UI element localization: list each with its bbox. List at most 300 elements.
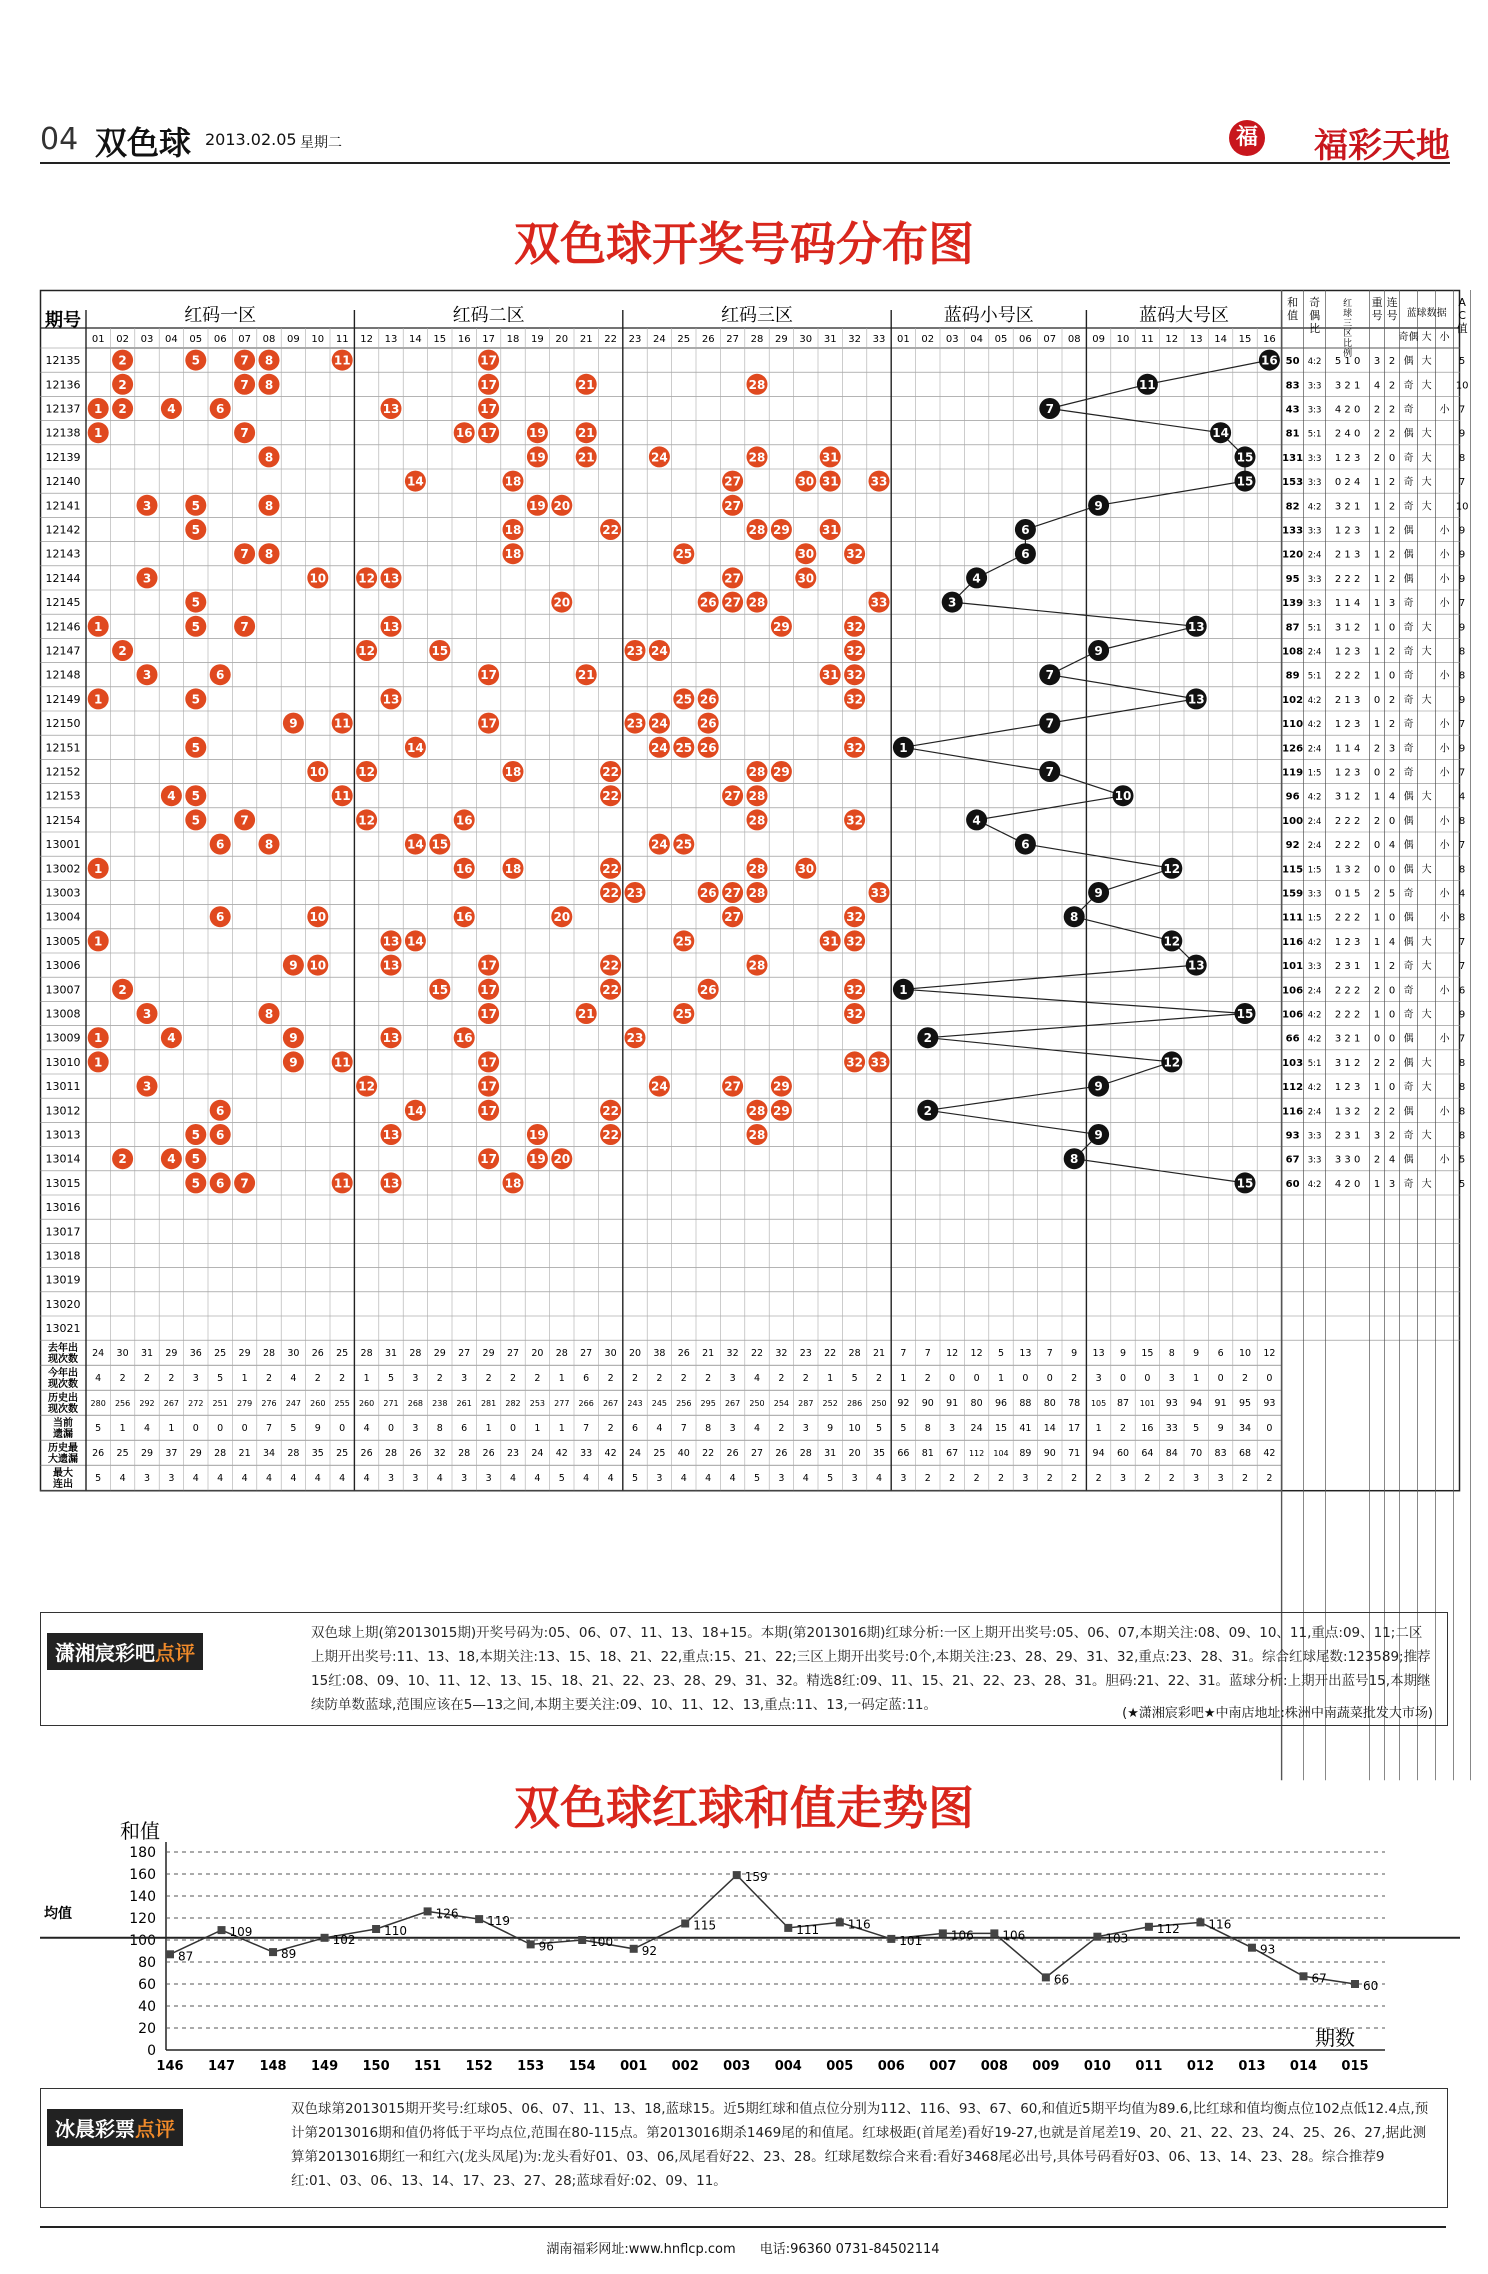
footer-value: 3	[461, 1473, 468, 1485]
red-ball-number: 32	[846, 547, 863, 562]
blue-ball-number: 9	[1094, 1128, 1103, 1142]
red-ball-number: 1	[94, 426, 103, 441]
y-tick-label: 80	[138, 1955, 156, 1971]
stat-header: 三	[1343, 319, 1353, 329]
footer-value: 15	[1141, 1348, 1154, 1360]
footer-value: 0	[949, 1373, 956, 1385]
stat-ac: 8	[1458, 646, 1466, 658]
red-ball-number: 12	[358, 644, 375, 658]
sum-point	[630, 1945, 638, 1953]
stat-consecutive: 0	[1388, 670, 1396, 682]
red-ball-number: 28	[748, 765, 766, 779]
stat-consecutive: 0	[1388, 985, 1396, 997]
stat-repeat: 1	[1373, 549, 1381, 561]
footer-value: 5	[900, 1423, 907, 1435]
footer-value: 7	[924, 1348, 931, 1360]
sum-point	[372, 1925, 380, 1933]
stat-sum: 96	[1285, 791, 1300, 803]
footer-value: 23	[799, 1348, 812, 1360]
stat-blue-size: 大	[1421, 646, 1432, 658]
stat-blue-size: 小	[1439, 815, 1450, 827]
footer-value: 29	[482, 1348, 495, 1360]
sum-point	[1145, 1923, 1153, 1931]
stat-zone-ratio: 4 2 0	[1334, 1178, 1361, 1190]
stat-blue-parity: 奇	[1403, 743, 1414, 755]
red-number-header: 18	[506, 334, 520, 345]
x-tick-label: 148	[259, 2059, 287, 2074]
footer-value: 0	[1022, 1373, 1029, 1385]
footer-value: 4	[753, 1423, 761, 1435]
red-ball-number: 8	[264, 353, 274, 368]
red-ball-number: 31	[821, 523, 839, 537]
red-number-header: 09	[287, 334, 300, 345]
footer-value: 4	[802, 1473, 809, 1485]
footer-value: 104	[993, 1449, 1009, 1459]
blue-ball-number: 9	[1094, 886, 1103, 900]
footer-value: 26	[726, 1448, 739, 1460]
footer-value: 13	[1019, 1348, 1032, 1360]
red-ball-number: 26	[699, 692, 717, 707]
stat-blue-size: 大	[1421, 477, 1432, 489]
stat-sum: 82	[1285, 501, 1300, 513]
stat-sum: 120	[1282, 549, 1304, 561]
red-ball-number: 25	[675, 547, 693, 562]
footer-value: 24	[92, 1348, 105, 1360]
issue-label: 13010	[45, 1055, 81, 1069]
x-tick-label: 014	[1289, 2059, 1318, 2074]
issue-label: 13008	[45, 1007, 81, 1021]
red-ball-number: 21	[577, 1007, 595, 1021]
footer-value: 3	[412, 1423, 419, 1435]
stat-consecutive: 2	[1388, 767, 1396, 779]
blue-ball-number: 13	[1187, 692, 1205, 707]
footer-value: 295	[700, 1399, 716, 1409]
stat-sum: 100	[1282, 815, 1304, 827]
stat-consecutive: 2	[1388, 525, 1396, 537]
stat-blue-parity: 奇	[1403, 961, 1414, 973]
footer-value: 0	[241, 1423, 248, 1435]
stat-zone-ratio: 0 1 5	[1334, 888, 1361, 900]
footer-value: 2	[656, 1373, 663, 1385]
red-ball-number: 31	[821, 668, 839, 683]
footer-value: 26	[311, 1348, 324, 1360]
red-ball-number: 7	[240, 547, 249, 562]
issue-header: 期号	[45, 310, 81, 331]
footer-value: 2	[509, 1373, 517, 1385]
stat-blue-parity: 奇	[1403, 767, 1414, 779]
red-number-header: 10	[311, 334, 325, 345]
stat-sum: 93	[1285, 1130, 1300, 1142]
issue-label: 12147	[45, 644, 81, 658]
footer-value: 2	[778, 1373, 785, 1385]
red-ball-number: 24	[651, 740, 668, 755]
stat-consecutive: 0	[1388, 912, 1396, 924]
red-ball-number: 17	[480, 377, 497, 392]
stat-consecutive: 2	[1388, 719, 1396, 731]
red-ball-number: 13	[382, 1031, 400, 1046]
footer-value: 8	[705, 1423, 712, 1435]
footer-value: 40	[677, 1448, 690, 1460]
red-ball-number: 28	[748, 1103, 766, 1118]
footer-value: 66	[897, 1448, 910, 1460]
footer-value: 4	[729, 1473, 736, 1485]
stat-blue-size: 小	[1439, 1154, 1450, 1166]
issue-label: 13013	[45, 1128, 81, 1142]
footer-value: 251	[212, 1399, 228, 1409]
blue-ball-number: 9	[1094, 1079, 1103, 1094]
red-ball-number: 27	[724, 789, 741, 804]
stat-repeat: 2	[1373, 1106, 1381, 1118]
red-ball-number: 4	[167, 1031, 176, 1046]
blue-number-header: 03	[945, 334, 959, 345]
x-tick-label: 149	[310, 2059, 339, 2074]
stat-blue-parity: 偶	[1403, 428, 1414, 440]
footer-value: 60	[1116, 1448, 1130, 1460]
red-number-header: 16	[457, 334, 471, 345]
stat-repeat: 1	[1373, 719, 1381, 731]
stat-repeat: 0	[1373, 1033, 1381, 1045]
page-number: 04	[40, 122, 79, 157]
footer-value: 5	[827, 1473, 834, 1485]
stat-consecutive: 0	[1388, 815, 1396, 827]
footer-value: 17	[1068, 1423, 1081, 1435]
footer-value: 5	[875, 1423, 883, 1435]
footer-value: 26	[92, 1448, 105, 1460]
sum-value-label: 103	[1105, 1931, 1129, 1946]
footer-value: 67	[946, 1448, 959, 1460]
stat-ac: 6	[1458, 985, 1466, 997]
stat-ac: 8	[1458, 452, 1466, 464]
sum-point	[578, 1936, 586, 1944]
stat-sum: 67	[1285, 1154, 1300, 1166]
red-ball-number: 10	[309, 910, 327, 925]
red-ball-number: 12	[358, 1079, 375, 1094]
y-tick-label: 140	[129, 1889, 156, 1905]
stat-ac: 9	[1458, 743, 1466, 755]
sum-point	[733, 1871, 741, 1879]
sum-point	[269, 1948, 277, 1956]
red-ball-number: 26	[699, 982, 717, 997]
red-ball-number: 24	[651, 1079, 668, 1094]
footer-value: 84	[1165, 1448, 1178, 1460]
comment-box-2	[40, 2088, 1448, 2208]
x-tick-label: 151	[414, 2059, 442, 2074]
red-ball-number: 7	[240, 426, 249, 441]
stat-blue-size: 大	[1421, 622, 1432, 634]
stat-sum: 43	[1285, 404, 1300, 416]
stat-sum: 60	[1285, 1178, 1300, 1190]
red-ball-number: 28	[748, 886, 766, 900]
footer-value: 2	[607, 1373, 614, 1385]
red-ball-number: 9	[289, 958, 298, 973]
sum-point	[166, 1950, 174, 1958]
stat-repeat: 0	[1373, 694, 1381, 706]
footer-value: 0	[973, 1373, 980, 1385]
footer-value: 95	[1238, 1398, 1252, 1410]
footer-value: 5	[997, 1348, 1005, 1360]
issue-label: 13012	[45, 1104, 81, 1118]
stat-sum: 83	[1285, 380, 1300, 392]
red-ball-number: 11	[333, 1055, 351, 1070]
stat-ac: 7	[1458, 961, 1466, 973]
stat-zone-ratio: 1 1 4	[1334, 743, 1361, 755]
stat-zone-ratio: 2 2 2	[1334, 815, 1361, 827]
stat-blue-size: 大	[1421, 1009, 1432, 1021]
red-ball-number: 32	[846, 644, 863, 658]
stat-odd-even: 1:5	[1307, 913, 1322, 924]
red-ball-number: 31	[821, 474, 839, 489]
red-ball-number: 7	[240, 353, 249, 368]
blue-number-header: 12	[1165, 334, 1179, 345]
stat-consecutive: 4	[1388, 840, 1396, 852]
red-ball-number: 12	[358, 813, 375, 828]
stat-sum: 153	[1282, 477, 1304, 489]
comment-box-1	[40, 1612, 1448, 1726]
red-ball-number: 13	[382, 619, 400, 634]
footer-value: 250	[749, 1399, 765, 1409]
footer-value: 4	[753, 1373, 761, 1385]
footer-value: 1	[1193, 1373, 1200, 1385]
stat-header: A	[1458, 296, 1466, 309]
blue-ball-number: 14	[1212, 426, 1229, 441]
footer-value: 29	[165, 1348, 178, 1360]
stat-repeat: 2	[1373, 815, 1381, 827]
stat-ac: 5	[1458, 1178, 1466, 1190]
footer-value: 2	[631, 1373, 639, 1385]
stat-consecutive: 2	[1388, 428, 1396, 440]
blue-number-header: 02	[921, 334, 935, 345]
red-ball-number: 33	[870, 1055, 888, 1070]
sum-value-label: 102	[332, 1932, 356, 1947]
stat-blue-parity: 奇	[1403, 1082, 1414, 1094]
footer-value: 3	[143, 1473, 151, 1485]
red-ball-number: 28	[748, 789, 766, 804]
red-ball-number: 2	[118, 1152, 127, 1167]
footer-value: 38	[653, 1348, 666, 1360]
stat-odd-even: 4:2	[1307, 937, 1322, 948]
footer-value: 22	[750, 1348, 764, 1360]
footer-value: 33	[580, 1448, 593, 1460]
sum-value-label: 110	[384, 1924, 407, 1938]
blue-sub-header: 奇偶	[1398, 332, 1419, 343]
stat-sum: 81	[1285, 428, 1300, 440]
stat-sum: 111	[1282, 912, 1304, 924]
footer-value: 4	[363, 1473, 370, 1485]
footer-value: 0	[1144, 1373, 1151, 1385]
stat-odd-even: 5:1	[1307, 623, 1322, 634]
stat-repeat: 1	[1373, 598, 1381, 610]
stat-zone-ratio: 3 1 2	[1334, 791, 1361, 803]
y-tick-label: 40	[138, 1999, 156, 2015]
stat-blue-parity: 偶	[1403, 791, 1414, 803]
red-ball-number: 25	[675, 740, 693, 755]
footer-value: 29	[140, 1448, 154, 1460]
blue-ball-number: 15	[1236, 1007, 1254, 1021]
footer-value: 282	[505, 1399, 521, 1409]
footer-value: 2	[339, 1373, 346, 1385]
stat-repeat: 0	[1373, 767, 1381, 779]
footer-value: 260	[358, 1399, 375, 1409]
red-ball-number: 29	[773, 619, 790, 634]
red-ball-number: 17	[480, 1103, 497, 1118]
red-ball-number: 22	[602, 523, 619, 537]
red-ball-number: 32	[846, 692, 863, 707]
issue-label: 13003	[45, 886, 81, 900]
blue-number-header: 04	[970, 334, 983, 345]
footer-value: 2	[1071, 1373, 1078, 1385]
footer-phone: 电话:96360 0731-84502114	[759, 2242, 940, 2257]
stat-header: 连	[1386, 296, 1398, 309]
footer-label: 历史出	[48, 1393, 78, 1405]
issue-label: 13006	[45, 959, 81, 973]
footer-value: 267	[724, 1399, 741, 1409]
footer-value: 2	[949, 1473, 956, 1485]
footer-value: 36	[189, 1348, 202, 1360]
red-ball-number: 8	[264, 1007, 274, 1021]
issue-label: 12143	[45, 547, 81, 561]
footer-value: 7	[583, 1423, 590, 1435]
footer-value: 70	[1190, 1448, 1203, 1460]
footer-value: 281	[480, 1399, 497, 1409]
red-number-header: 12	[360, 334, 373, 345]
footer-label: 历史最	[48, 1443, 78, 1455]
stat-blue-parity: 偶	[1403, 864, 1414, 876]
footer-value: 253	[529, 1399, 546, 1409]
x-tick-label: 015	[1341, 2059, 1369, 2074]
blue-ball-number: 15	[1236, 1176, 1254, 1191]
blue-ball-number: 7	[1045, 765, 1054, 779]
stat-blue-size: 小	[1439, 404, 1450, 416]
stat-repeat: 2	[1373, 743, 1381, 755]
x-tick-label: 146	[156, 2059, 184, 2074]
footer-value: 2	[607, 1423, 614, 1435]
red-ball-number: 10	[309, 958, 327, 973]
blue-ball-number: 1	[899, 740, 908, 755]
red-ball-number: 4	[167, 789, 176, 804]
footer-value: 28	[409, 1348, 422, 1360]
blue-ball-number: 9	[1094, 644, 1103, 658]
stat-odd-even: 4:2	[1307, 1010, 1322, 1021]
red-ball-number: 6	[216, 837, 225, 852]
stat-blue-size: 大	[1421, 1057, 1432, 1069]
y-tick-label: 160	[129, 1867, 156, 1883]
sum-value-label: 93	[1259, 1942, 1276, 1957]
footer-value: 5	[558, 1473, 565, 1485]
footer-value: 261	[456, 1399, 472, 1409]
red-number-header: 05	[189, 334, 203, 345]
red-ball-number: 16	[455, 1031, 473, 1046]
issue-label: 12140	[45, 475, 81, 489]
stat-odd-even: 1:5	[1307, 865, 1322, 876]
footer-value: 8	[1168, 1348, 1175, 1360]
stat-header: 红	[1343, 299, 1353, 309]
x-tick-label: 008	[980, 2059, 1008, 2074]
footer-value: 9	[314, 1423, 321, 1435]
footer-value: 28	[214, 1448, 227, 1460]
footer-value: 7	[900, 1348, 907, 1360]
stat-consecutive: 4	[1388, 1154, 1396, 1166]
footer-value: 20	[848, 1448, 861, 1460]
stat-ac: 8	[1458, 912, 1466, 924]
red-ball-number: 6	[216, 1128, 225, 1142]
blue-ball-number: 13	[1187, 619, 1205, 634]
red-ball-number: 11	[333, 716, 351, 731]
stat-ac: 8	[1458, 815, 1466, 827]
stat-blue-size: 大	[1421, 864, 1432, 876]
footer-value: 42	[1263, 1448, 1276, 1460]
footer-value: 3	[1119, 1473, 1127, 1485]
footer-value: 34	[262, 1448, 276, 1460]
stat-header: 号	[1371, 309, 1383, 322]
stat-blue-parity: 奇	[1403, 380, 1414, 392]
comment-source-1: (★潇湘宸彩吧★中南店地址:株洲中南蔬菜批发大市场)	[1122, 1706, 1433, 1721]
footer-value: 0	[217, 1423, 224, 1435]
stat-consecutive: 2	[1388, 961, 1396, 973]
distribution-grid	[40, 290, 1469, 1603]
footer-value: 89	[1019, 1448, 1032, 1460]
stat-repeat: 1	[1373, 1082, 1381, 1094]
stat-consecutive: 2	[1388, 356, 1396, 368]
stat-repeat: 1	[1373, 791, 1381, 803]
sum-point	[836, 1918, 844, 1926]
blue-ball-number: 13	[1187, 958, 1205, 973]
footer-value: 12	[970, 1348, 983, 1360]
stat-ac: 7	[1458, 477, 1466, 489]
red-ball-number: 25	[675, 837, 693, 852]
footer-value: 4	[265, 1473, 273, 1485]
red-ball-number: 10	[309, 765, 327, 779]
stat-blue-parity: 奇	[1403, 1178, 1414, 1190]
red-number-header: 04	[165, 334, 178, 345]
footer-value: 28	[555, 1348, 568, 1360]
footer-value: 2	[973, 1473, 980, 1485]
stat-consecutive: 0	[1388, 1009, 1396, 1021]
red-ball-number: 9	[289, 716, 298, 731]
brand-logo: 福彩天地	[1314, 126, 1450, 166]
red-ball-number: 5	[191, 1128, 200, 1142]
sum-point	[1248, 1944, 1256, 1952]
stat-header: 和	[1287, 296, 1299, 309]
sum-value-label: 159	[744, 1870, 768, 1885]
stat-sum: 116	[1282, 936, 1304, 948]
stat-blue-size: 小	[1439, 1033, 1450, 1045]
red-ball-number: 21	[577, 450, 595, 465]
red-ball-number: 28	[748, 861, 766, 876]
stat-odd-even: 4:2	[1307, 1083, 1322, 1094]
issue-label: 13014	[45, 1152, 81, 1166]
zone-header: 蓝码大号区	[1139, 305, 1229, 326]
footer-value: 252	[822, 1399, 838, 1409]
red-number-header: 15	[433, 334, 447, 345]
stat-sum: 110	[1282, 719, 1304, 731]
footer-value: 21	[702, 1348, 715, 1360]
footer-value: 267	[163, 1399, 180, 1409]
page-footer	[40, 2226, 1446, 2257]
red-ball-number: 3	[142, 1007, 152, 1021]
issue-label: 12144	[45, 571, 81, 585]
footer-value: 3	[1022, 1473, 1029, 1485]
x-tick-label: 150	[362, 2059, 390, 2074]
stat-header: C	[1458, 309, 1466, 322]
footer-value: 1	[534, 1423, 541, 1435]
footer-value: 83	[1214, 1448, 1227, 1460]
stat-zone-ratio: 4 2 0	[1334, 404, 1361, 416]
red-ball-number: 25	[675, 934, 693, 949]
red-number-header: 11	[335, 334, 349, 345]
footer-value: 2	[534, 1373, 541, 1385]
stat-ac: 5	[1458, 356, 1466, 368]
footer-value: 5	[95, 1423, 102, 1435]
